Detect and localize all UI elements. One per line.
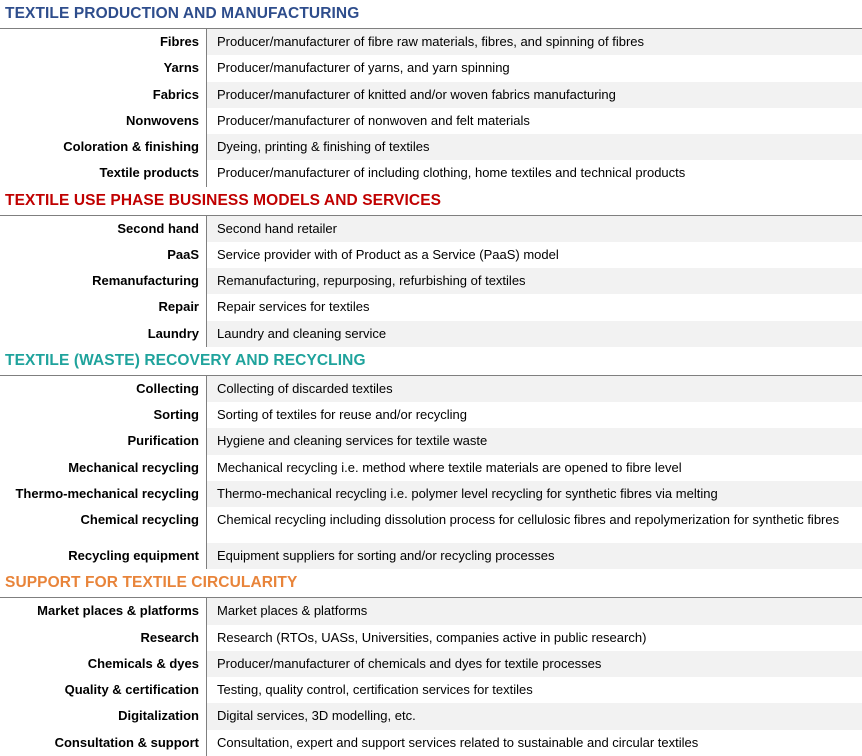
row-description: Research (RTOs, UASs, Universities, companies active in public research) [217,629,647,645]
row-label: Laundry [0,321,207,347]
row-description: Dyeing, printing & finishing of textiles [207,134,862,160]
table-row [0,625,862,651]
row-label: Coloration & finishing [0,134,207,160]
table-row [0,455,862,481]
table-row [0,543,862,569]
row-description: Second hand retailer [207,216,862,242]
row-description: Consultation, expert and support services related to sustainable and circular textiles [217,734,699,750]
row-description: Digital services, 3D modelling, etc. [207,703,862,729]
row-label: Fibres [0,29,207,55]
row-label: PaaS [0,242,207,268]
row-description: Testing, quality control, certification services for textiles [217,682,533,697]
row-label: Chemical recycling [0,507,207,543]
table-row [0,108,862,134]
row-label: Research [0,625,207,651]
table-row [0,160,862,186]
row-description: Repair services for textiles [217,299,370,315]
table-row [0,677,862,703]
section-title: TEXTILE (WASTE) RECOVERY AND RECYCLING [5,351,366,369]
table-row [0,703,862,729]
row-label: Chemicals & dyes [0,651,207,677]
row-label: Quality & certification [0,677,207,703]
row-description: Chemical recycling including dissolution process for cellulosic fibres and repolymerization for synthetic fibres [217,512,840,527]
row-description: Producer/manufacturer of fibre raw materials, fibres, and spinning of fibres [207,29,862,55]
table-row [0,294,862,320]
row-label: Repair [0,294,207,320]
row-label: Sorting [0,402,207,428]
row-label: Purification [0,428,207,454]
row-label: Fabrics [0,82,207,108]
table-row [0,481,862,507]
row-label: Thermo-mechanical recycling [0,481,207,507]
row-label: Second hand [0,216,207,242]
row-description: Sorting of textiles for reuse and/or recycling [217,407,468,422]
table-row [0,268,862,294]
row-label: Consultation & support [0,730,207,756]
row-description: Producer/manufacturer of knitted and/or woven fabrics manufacturing [207,82,862,108]
row-description: Remanufacturing, repurposing, refurbishing of textiles [207,268,862,294]
row-label: Recycling equipment [0,543,207,569]
row-label: Remanufacturing [0,268,207,294]
row-label: Mechanical recycling [0,455,207,481]
table-row [0,242,862,268]
section-title: SUPPORT FOR TEXTILE CIRCULARITY [5,574,298,592]
table-row [0,428,862,454]
table-row [0,402,862,428]
row-description: Laundry and cleaning service [207,321,862,347]
table-row [0,134,862,160]
row-label: Digitalization [0,703,207,729]
table-row [0,376,862,402]
table-row [0,598,862,624]
table-row [0,55,862,81]
table-row [0,321,862,347]
row-description: Hygiene and cleaning services for textile waste [207,428,862,454]
section-title: TEXTILE USE PHASE BUSINESS MODELS AND SERVICES [5,191,442,209]
row-description: Mechanical recycling i.e. method where textile materials are opened to fibre level [217,459,682,475]
row-label: Collecting [0,376,207,402]
row-label: Yarns [0,55,207,81]
table-row [0,216,862,242]
table-row [0,29,862,55]
table-row [0,82,862,108]
row-description: Thermo-mechanical recycling i.e. polymer level recycling for synthetic fibres via melting [207,481,862,507]
row-description: Producer/manufacturer of including clothing, home textiles and technical products [217,165,686,181]
row-label: Nonwovens [0,108,207,134]
table-row [0,651,862,677]
section-title: TEXTILE PRODUCTION AND MANUFACTURING [5,5,360,22]
row-label: Market places & platforms [0,598,207,624]
row-description: Equipment suppliers for sorting and/or recycling processes [207,543,862,569]
row-description: Service provider with of Product as a Service (PaaS) model [217,246,559,262]
row-label: Textile products [0,160,207,186]
row-description: Producer/manufacturer of yarns, and yarn spinning [217,60,510,76]
row-description: Collecting of discarded textiles [207,376,862,402]
row-description: Producer/manufacturer of nonwoven and felt materials [217,112,530,128]
row-description: Producer/manufacturer of chemicals and dyes for textile processes [207,651,862,677]
table-row [0,507,862,543]
row-description: Market places & platforms [207,598,862,624]
